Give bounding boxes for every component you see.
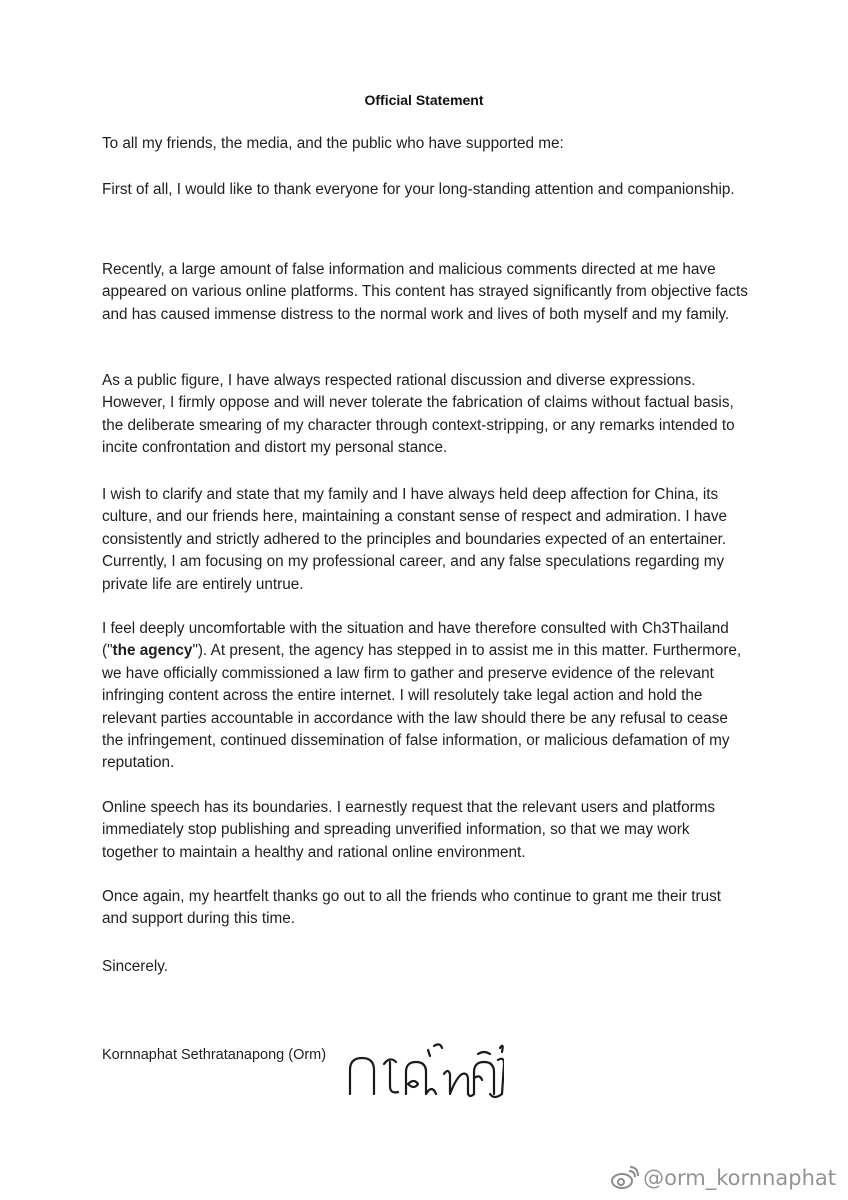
paragraph-5-text-end: "). At present, the agency has stepped in to assist me in this matter. Furthermore, we have officially commissioned a law firm to gather and preserve evidence of the relevant infringing content across the entire internet. I will resolutely take legal action and hold the relevant parties accountable in accordance with the law should there be any refusal to cease the infringement, continued dissemination of false information, or malicious defamation of my reputation.	[102, 642, 742, 772]
paragraph-5-text-start: I feel deeply uncomfortable with the situation and have therefore consulted with Ch3Thailand ("	[102, 620, 729, 660]
paragraph-5	[102, 618, 748, 775]
paragraph-4: I wish to clarify and state that my family and I have always held deep affection for China, its culture, and our friends here, maintaining a constant sense of respect and admiration. I have consistently and strictly adhered to the principles and boundaries expected of an entertainer. Currently, I am focusing on my professional career, and any false speculations regarding my private life are entirely untrue.	[102, 486, 727, 593]
salutation: To all my friends, the media, and the public who have supported me:	[102, 135, 564, 152]
paragraph-7: Once again, my heartfelt thanks go out to all the friends who continue to grant me their trust and support during this time.	[102, 888, 722, 928]
watermark-handle: @orm_kornnaphat	[643, 1166, 836, 1190]
agency-term: the agency	[112, 642, 193, 660]
signature-block	[102, 1042, 504, 1108]
paragraph-6: Online speech has its boundaries. I earnestly request that the relevant users and platforms immediately stop publishing and spreading unverified information, so that we may work together to maintain a healthy and rational online environment.	[102, 799, 716, 861]
signer-name: Kornnaphat Sethratanapong (Orm)	[102, 1047, 327, 1063]
weibo-icon	[611, 1166, 639, 1190]
paragraph-3: As a public figure, I have always respected rational discussion and diverse expressions. However, I firmly oppose and will never tolerate the fabrication of claims without factual basis, the deliberate smearing of my character through context-stripping, or any remarks intended to incite confrontation and distort my personal stance.	[102, 372, 735, 457]
closing: Sincerely.	[102, 958, 169, 975]
document-title: Official Statement	[364, 92, 484, 108]
handwritten-signature	[344, 1038, 504, 1108]
paragraph-1: First of all, I would like to thank everyone for your long-standing attention and companionship.	[102, 181, 735, 198]
weibo-watermark	[611, 1166, 836, 1190]
paragraph-2: Recently, a large amount of false information and malicious comments directed at me have appeared on various online platforms. This content has strayed significantly from objective facts and has caused immense distress to the normal work and lives of both myself and my family.	[102, 261, 748, 323]
